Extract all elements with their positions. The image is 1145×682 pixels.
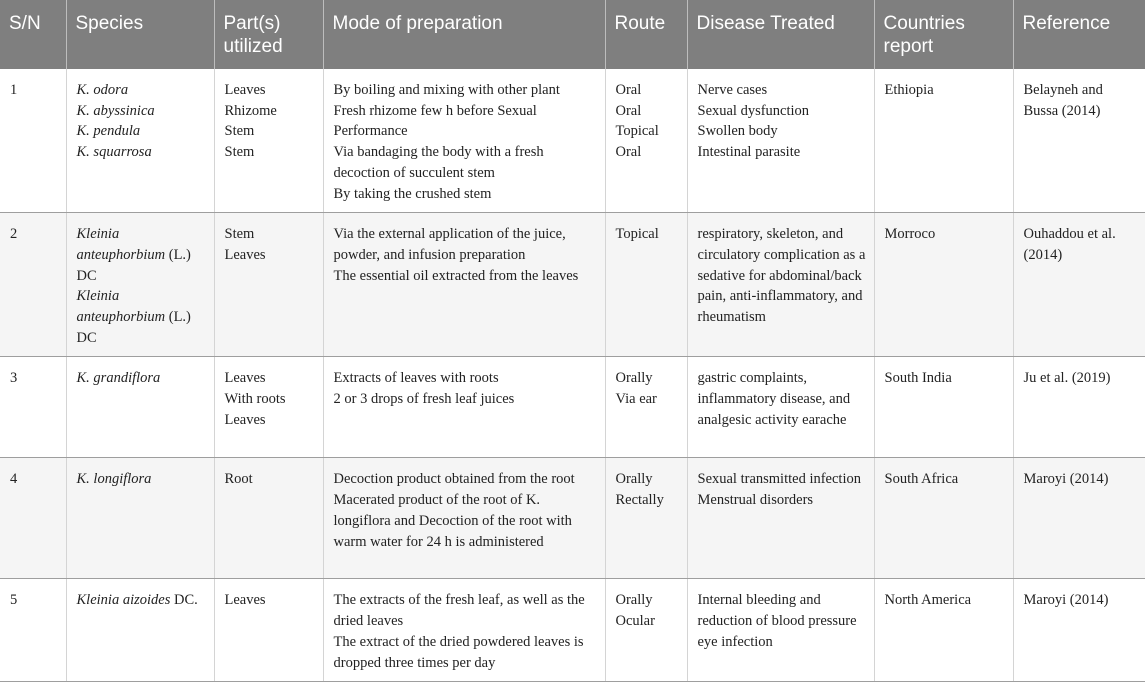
- cell-countries: Ethiopia: [874, 69, 1013, 213]
- cell-parts: [214, 357, 323, 458]
- species-name: [77, 101, 206, 122]
- cell-mode: [323, 579, 605, 682]
- cell-mode-line: The essential oil extracted from the leaves: [333, 267, 579, 284]
- cell-countries: South India: [874, 357, 1013, 458]
- cell-sn: 4: [0, 458, 66, 579]
- cell-mode: [323, 69, 605, 213]
- cell-reference: Belayneh and Bussa (2014): [1013, 69, 1145, 213]
- header-reference: Reference: [1013, 0, 1145, 69]
- cell-route-line: Topical: [615, 226, 659, 243]
- cell-parts-line: Leaves: [224, 411, 266, 428]
- cell-route: [605, 213, 687, 357]
- species-italic: Kleinia aizoides: [76, 592, 171, 609]
- table-row: [0, 213, 1145, 357]
- species-name: [77, 469, 206, 490]
- table-row: [0, 69, 1145, 213]
- species-authority: DC.: [170, 592, 198, 609]
- cell-parts: [214, 458, 323, 579]
- species-italic: K. odora: [76, 82, 129, 98]
- cell-disease-line: Internal bleeding and reduction of blood pressure eye infection: [697, 592, 857, 650]
- cell-mode-line: Decoction product obtained from the root: [333, 471, 575, 488]
- species-italic: K. squarrosa: [76, 144, 152, 161]
- cell-mode-line: Via bandaging the body with a fresh decoction of succulent stem: [333, 144, 544, 181]
- cell-mode-line: Macerated product of the root of K. longiflora and Decoction of the root with warm water for 24 h is administered: [333, 492, 572, 550]
- header-row: [0, 0, 1145, 69]
- cell-route-line: Topical: [615, 123, 659, 140]
- cell-reference: Maroyi (2014): [1013, 458, 1145, 579]
- cell-route-line: Orally: [615, 471, 653, 488]
- cell-sn: 1: [0, 69, 66, 213]
- cell-parts-line: Leaves: [224, 82, 266, 98]
- cell-mode-line: Via the external application of the juice, powder, and infusion preparation: [333, 226, 566, 263]
- cell-disease-line: Sexual dysfunction: [697, 102, 810, 119]
- cell-parts-line: Leaves: [224, 592, 266, 609]
- header-species: Species: [66, 0, 214, 69]
- cell-route: [605, 579, 687, 682]
- table-body: [0, 69, 1145, 682]
- cell-sn: 5: [0, 579, 66, 682]
- cell-parts-line: Leaves: [224, 370, 266, 387]
- cell-mode-line: Fresh rhizome few h before Sexual Performance: [333, 102, 537, 140]
- cell-species: [66, 458, 214, 579]
- species-italic: K. abyssinica: [76, 102, 155, 119]
- cell-parts-line: Rhizome: [224, 102, 277, 119]
- cell-species: [66, 213, 214, 357]
- cell-parts-line: Leaves: [224, 246, 266, 263]
- cell-parts-line: Stem: [224, 123, 255, 140]
- species-italic: K. pendula: [76, 123, 141, 140]
- cell-species: [66, 69, 214, 213]
- cell-route-line: Oral: [615, 102, 642, 119]
- cell-route-line: Rectally: [615, 492, 664, 509]
- cell-reference: Maroyi (2014): [1013, 579, 1145, 682]
- cell-parts-line: Stem: [224, 226, 255, 243]
- species-name: [77, 224, 206, 286]
- cell-disease: [687, 458, 874, 579]
- cell-route: [605, 69, 687, 213]
- cell-route-line: Orally: [615, 370, 653, 387]
- species-authority: (L.) DC: [76, 246, 191, 284]
- cell-disease-line: Intestinal parasite: [697, 144, 801, 161]
- cell-disease: [687, 357, 874, 458]
- species-italic: K. grandiflora: [76, 370, 161, 387]
- cell-mode-line: The extract of the dried powdered leaves is dropped three times per day: [333, 633, 584, 671]
- cell-countries: Morroco: [874, 213, 1013, 357]
- header-sn: S/N: [0, 0, 66, 69]
- cell-disease-line: respiratory, skeleton, and circulatory complication as a sedative for abdominal/back pain, anti-inflammatory, and rheumatism: [697, 226, 866, 326]
- header-parts: Part(s) utilized: [214, 0, 323, 69]
- cell-disease-line: Sexual transmitted infection: [697, 471, 861, 488]
- cell-route: [605, 458, 687, 579]
- cell-disease: [687, 213, 874, 357]
- species-name: [77, 121, 206, 142]
- species-name: [77, 590, 206, 611]
- cell-parts: [214, 213, 323, 357]
- cell-mode-line: 2 or 3 drops of fresh leaf juices: [333, 391, 515, 408]
- cell-route-line: Oral: [615, 144, 642, 161]
- species-italic: Kleinia anteuphorbium: [76, 226, 166, 263]
- cell-route-line: Oral: [615, 82, 642, 98]
- table-row: [0, 458, 1145, 579]
- species-authority: (L.) DC: [76, 309, 191, 346]
- cell-route: [605, 357, 687, 458]
- cell-species: [66, 357, 214, 458]
- cell-countries: North America: [874, 579, 1013, 682]
- cell-disease-line: Menstrual disorders: [697, 492, 814, 509]
- cell-mode-line: The extracts of the fresh leaf, as well as the dried leaves: [333, 592, 585, 630]
- header-countries: Countries report: [874, 0, 1013, 69]
- cell-reference: Ouhaddou et al. (2014): [1013, 213, 1145, 357]
- species-italic: Kleinia anteuphorbium: [76, 288, 166, 326]
- species-name: [77, 142, 206, 163]
- header-mode: Mode of preparation: [323, 0, 605, 69]
- cell-parts-line: With roots: [224, 391, 286, 408]
- header-disease: Disease Treated: [687, 0, 874, 69]
- species-name: [77, 286, 206, 348]
- cell-mode-line: By boiling and mixing with other plant: [333, 82, 560, 98]
- cell-parts: [214, 579, 323, 682]
- cell-disease: [687, 69, 874, 213]
- cell-parts-line: Stem: [224, 144, 255, 161]
- cell-sn: 2: [0, 213, 66, 357]
- cell-route-line: Ocular: [615, 613, 655, 630]
- cell-disease: [687, 579, 874, 682]
- cell-disease-line: gastric complaints, inflammatory disease, and analgesic activity earache: [697, 370, 851, 428]
- table-row: [0, 357, 1145, 458]
- cell-disease-line: Swollen body: [697, 123, 778, 140]
- cell-disease-line: Nerve cases: [697, 82, 768, 98]
- cell-mode: [323, 357, 605, 458]
- cell-mode-line: By taking the crushed stem: [333, 185, 492, 202]
- species-name: [77, 368, 206, 389]
- cell-reference: Ju et al. (2019): [1013, 357, 1145, 458]
- table-row: [0, 579, 1145, 682]
- header-route: Route: [605, 0, 687, 69]
- species-name: [77, 80, 206, 101]
- cell-species: [66, 579, 214, 682]
- cell-sn: 3: [0, 357, 66, 458]
- species-italic: K. longiflora: [76, 471, 152, 488]
- cell-countries: South Africa: [874, 458, 1013, 579]
- cell-mode-line: Extracts of leaves with roots: [333, 370, 499, 387]
- cell-mode: [323, 458, 605, 579]
- cell-parts-line: Root: [224, 471, 253, 488]
- cell-parts: [214, 69, 323, 213]
- cell-route-line: Via ear: [615, 391, 657, 408]
- cell-mode: [323, 213, 605, 357]
- cell-route-line: Orally: [615, 592, 653, 609]
